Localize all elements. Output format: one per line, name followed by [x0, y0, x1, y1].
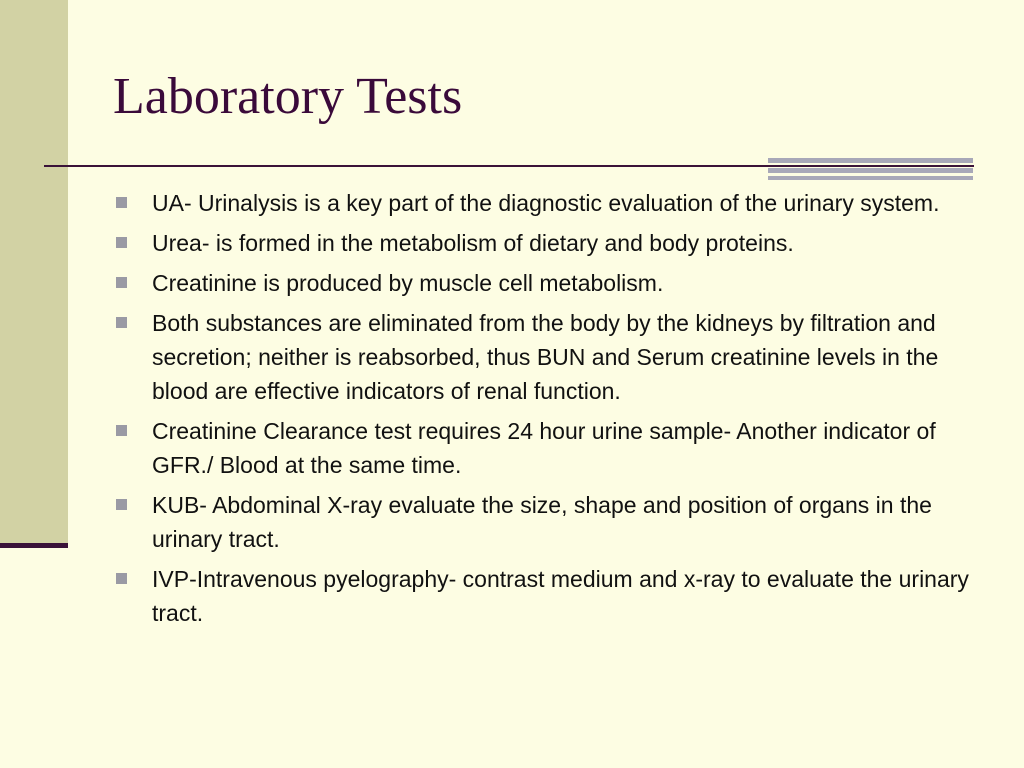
bullet-text: Both substances are eliminated from the body by the kidneys by filtration and secretion; neither is reabsorbed, thus BUN and Serum creatinine levels in the blood are effective indicators of renal function. [152, 310, 939, 404]
accent-stripe [768, 176, 973, 180]
square-bullet-icon [116, 499, 127, 510]
bullet-text: UA- Urinalysis is a key part of the diagnostic evaluation of the urinary system. [152, 190, 940, 216]
bullet-item [114, 562, 974, 630]
bullet-text: Urea- is formed in the metabolism of dietary and body proteins. [152, 230, 794, 256]
accent-stripe [768, 168, 973, 173]
bullet-item [114, 226, 974, 260]
square-bullet-icon [116, 237, 127, 248]
bullet-list [114, 186, 974, 636]
bullet-text: KUB- Abdominal X-ray evaluate the size, shape and position of organs in the urinary tract. [152, 492, 932, 552]
accent-stripes [768, 158, 973, 180]
bullet-text: IVP-Intravenous pyelography- contrast medium and x-ray to evaluate the urinary tract. [152, 566, 969, 626]
bullet-item [114, 266, 974, 300]
square-bullet-icon [116, 573, 127, 584]
bullet-item [114, 306, 974, 408]
bullet-item [114, 414, 974, 482]
bullet-text: Creatinine Clearance test requires 24 hour urine sample- Another indicator of GFR./ Blood at the same time. [152, 418, 936, 478]
slide-title: Laboratory Tests [113, 68, 463, 125]
square-bullet-icon [116, 425, 127, 436]
square-bullet-icon [116, 277, 127, 288]
bullet-item [114, 488, 974, 556]
accent-stripe [768, 158, 973, 163]
side-accent-underline [0, 543, 68, 548]
bullet-text: Creatinine is produced by muscle cell metabolism. [152, 270, 664, 296]
square-bullet-icon [116, 317, 127, 328]
bullet-item [114, 186, 974, 220]
square-bullet-icon [116, 197, 127, 208]
side-accent-bar [0, 0, 68, 545]
